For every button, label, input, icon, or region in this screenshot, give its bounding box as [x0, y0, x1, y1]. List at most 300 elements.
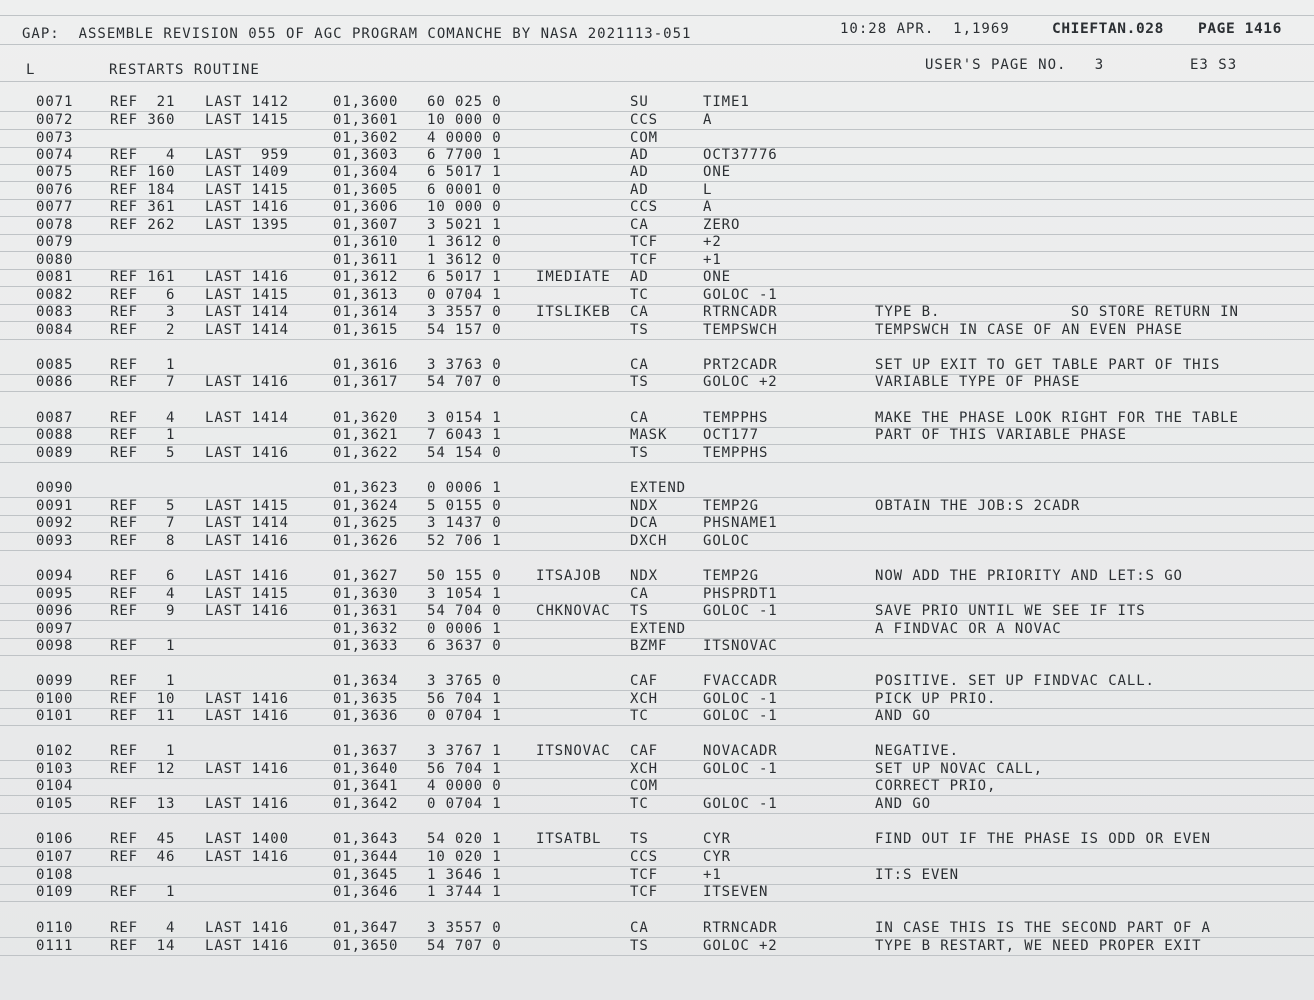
listing-row: [0, 743, 1314, 760]
row-seq: 0084: [36, 322, 74, 338]
row-addr: 01,3641: [333, 778, 399, 794]
listing-row: [0, 130, 1314, 147]
row-ref: REF 7: [110, 515, 176, 531]
row-comment: PICK UP PRIO.: [875, 691, 997, 707]
listing-row: [0, 638, 1314, 655]
row-operand: +2: [703, 234, 722, 250]
row-seq: 0086: [36, 374, 74, 390]
row-last: LAST 1416: [205, 691, 289, 707]
row-label: ITSATBL: [536, 831, 602, 847]
row-seq: 0083: [36, 304, 74, 320]
row-seq: 0104: [36, 778, 74, 794]
row-comment: SET UP NOVAC CALL,: [875, 761, 1043, 777]
row-operand: OCT177: [703, 427, 759, 443]
row-word: 7 6043 1: [427, 427, 502, 443]
row-operand: NOVACADR: [703, 743, 778, 759]
row-seq: 0102: [36, 743, 74, 759]
row-op: DXCH: [630, 533, 668, 549]
row-operand: TEMPSWCH: [703, 322, 778, 338]
listing-row: [0, 322, 1314, 339]
row-label: ITSNOVAC: [536, 743, 611, 759]
row-seq: 0096: [36, 603, 74, 619]
section-title: RESTARTS ROUTINE: [109, 62, 260, 78]
row-addr: 01,3600: [333, 94, 399, 110]
row-addr: 01,3647: [333, 920, 399, 936]
listing-row: [0, 586, 1314, 603]
row-comment: IT:S EVEN: [875, 867, 959, 883]
row-op: NDX: [630, 568, 658, 584]
row-op: TS: [630, 831, 649, 847]
row-seq: 0079: [36, 234, 74, 250]
row-word: 6 7700 1: [427, 147, 502, 163]
row-ref: REF 361: [110, 199, 176, 215]
listing-row: [0, 287, 1314, 304]
listing-row: [0, 831, 1314, 848]
listing-row: [0, 112, 1314, 129]
row-last: LAST 1416: [205, 603, 289, 619]
row-op: AD: [630, 269, 649, 285]
row-ref: REF 4: [110, 410, 176, 426]
listing-row: [0, 304, 1314, 321]
row-operand: ITSNOVAC: [703, 638, 778, 654]
job-name: CHIEFTAN.028: [1052, 21, 1164, 37]
row-last: LAST 1414: [205, 515, 289, 531]
print-time-date: 10:28 APR. 1,1969: [840, 21, 1010, 37]
row-word: 10 000 0: [427, 199, 502, 215]
row-op: CA: [630, 217, 649, 233]
row-word: 0 0006 1: [427, 621, 502, 637]
listing-row: [0, 867, 1314, 884]
listing-row: [0, 938, 1314, 955]
row-word: 5 0155 0: [427, 498, 502, 514]
row-operand: A: [703, 112, 713, 128]
row-word: 54 020 1: [427, 831, 502, 847]
row-operand: OCT37776: [703, 147, 778, 163]
row-word: 1 3612 0: [427, 252, 502, 268]
row-last: LAST 1416: [205, 533, 289, 549]
row-word: 0 0006 1: [427, 480, 502, 496]
row-comment: IN CASE THIS IS THE SECOND PART OF A: [875, 920, 1211, 936]
row-addr: 01,3612: [333, 269, 399, 285]
row-seq: 0092: [36, 515, 74, 531]
listing-row: [0, 357, 1314, 374]
listing-row: [0, 884, 1314, 901]
row-addr: 01,3621: [333, 427, 399, 443]
row-word: 6 5017 1: [427, 164, 502, 180]
listing-row: [0, 603, 1314, 620]
row-operand: PHSPRDT1: [703, 586, 778, 602]
row-seq: 0088: [36, 427, 74, 443]
row-comment: AND GO: [875, 796, 931, 812]
listing-row: [0, 515, 1314, 532]
row-ref: REF 1: [110, 427, 176, 443]
row-addr: 01,3615: [333, 322, 399, 338]
row-last: LAST 1416: [205, 708, 289, 724]
row-seq: 0081: [36, 269, 74, 285]
row-addr: 01,3620: [333, 410, 399, 426]
listing-row: [0, 498, 1314, 515]
row-op: TS: [630, 938, 649, 954]
listing-tag: E3 S3: [1190, 57, 1238, 73]
row-word: 4 0000 0: [427, 130, 502, 146]
row-addr: 01,3645: [333, 867, 399, 883]
row-op: AD: [630, 164, 649, 180]
row-last: LAST 1409: [205, 164, 289, 180]
row-last: LAST 1416: [205, 938, 289, 954]
row-operand: TIME1: [703, 94, 750, 110]
row-ref: REF 21: [110, 94, 176, 110]
row-addr: 01,3607: [333, 217, 399, 233]
row-addr: 01,3637: [333, 743, 399, 759]
row-addr: 01,3640: [333, 761, 399, 777]
row-op: CA: [630, 304, 649, 320]
row-operand: PRT2CADR: [703, 357, 778, 373]
row-op: AD: [630, 182, 649, 198]
row-last: LAST 1414: [205, 322, 289, 338]
row-op: EXTEND: [630, 480, 686, 496]
row-seq: 0077: [36, 199, 74, 215]
row-op: CCS: [630, 199, 658, 215]
row-operand: GOLOC +2: [703, 374, 778, 390]
row-operand: ZERO: [703, 217, 741, 233]
row-comment: A FINDVAC OR A NOVAC: [875, 621, 1062, 637]
row-op: DCA: [630, 515, 658, 531]
listing-row: [0, 796, 1314, 813]
row-seq: 0080: [36, 252, 74, 268]
row-op: AD: [630, 147, 649, 163]
row-ref: REF 12: [110, 761, 176, 777]
row-ref: REF 4: [110, 147, 176, 163]
row-addr: 01,3625: [333, 515, 399, 531]
row-addr: 01,3613: [333, 287, 399, 303]
row-word: 52 706 1: [427, 533, 502, 549]
row-last: LAST 959: [205, 147, 289, 163]
row-last: LAST 1395: [205, 217, 289, 233]
paper-rule: [0, 901, 1314, 902]
row-seq: 0105: [36, 796, 74, 812]
row-op: CCS: [630, 849, 658, 865]
row-word: 3 3767 1: [427, 743, 502, 759]
row-addr: 01,3643: [333, 831, 399, 847]
row-word: 54 157 0: [427, 322, 502, 338]
row-comment: TEMPSWCH IN CASE OF AN EVEN PHASE: [875, 322, 1183, 338]
row-ref: REF 5: [110, 498, 176, 514]
row-ref: REF 1: [110, 743, 176, 759]
row-seq: 0108: [36, 867, 74, 883]
row-ref: REF 184: [110, 182, 176, 198]
row-comment: MAKE THE PHASE LOOK RIGHT FOR THE TABLE: [875, 410, 1239, 426]
row-op: SU: [630, 94, 649, 110]
row-last: LAST 1412: [205, 94, 289, 110]
row-seq: 0091: [36, 498, 74, 514]
row-operand: GOLOC -1: [703, 708, 778, 724]
row-operand: GOLOC -1: [703, 796, 778, 812]
row-operand: ONE: [703, 164, 731, 180]
row-addr: 01,3602: [333, 130, 399, 146]
row-ref: REF 5: [110, 445, 176, 461]
listing-row: [0, 427, 1314, 444]
row-operand: A: [703, 199, 713, 215]
row-seq: 0075: [36, 164, 74, 180]
row-comment: NEGATIVE.: [875, 743, 959, 759]
row-ref: REF 262: [110, 217, 176, 233]
listing-row: [0, 480, 1314, 497]
row-seq: 0107: [36, 849, 74, 865]
row-op: TS: [630, 322, 649, 338]
row-addr: 01,3634: [333, 673, 399, 689]
row-word: 54 154 0: [427, 445, 502, 461]
row-last: LAST 1415: [205, 112, 289, 128]
row-addr: 01,3631: [333, 603, 399, 619]
row-addr: 01,3624: [333, 498, 399, 514]
row-seq: 0109: [36, 884, 74, 900]
row-word: 60 025 0: [427, 94, 502, 110]
paper-rule: [0, 725, 1314, 726]
listing-row: [0, 410, 1314, 427]
row-word: 0 0704 1: [427, 287, 502, 303]
row-label: IMEDIATE: [536, 269, 611, 285]
row-word: 3 3763 0: [427, 357, 502, 373]
row-op: TCF: [630, 252, 658, 268]
listing-row: [0, 708, 1314, 725]
row-seq: 0103: [36, 761, 74, 777]
paper-rule: [0, 550, 1314, 551]
row-comment: TYPE B RESTART, WE NEED PROPER EXIT: [875, 938, 1202, 954]
row-word: 1 3612 0: [427, 234, 502, 250]
row-ref: REF 6: [110, 568, 176, 584]
row-ref: REF 7: [110, 374, 176, 390]
program-title-line: GAP: ASSEMBLE REVISION 055 OF AGC PROGRAM COMANCHE BY NASA 2021113-051: [22, 26, 692, 42]
row-seq: 0087: [36, 410, 74, 426]
row-addr: 01,3611: [333, 252, 399, 268]
row-ref: REF 1: [110, 673, 176, 689]
row-last: LAST 1415: [205, 182, 289, 198]
row-operand: ITSEVEN: [703, 884, 769, 900]
row-op: CAF: [630, 673, 658, 689]
row-addr: 01,3605: [333, 182, 399, 198]
row-op: NDX: [630, 498, 658, 514]
row-ref: REF 6: [110, 287, 176, 303]
row-comment: OBTAIN THE JOB:S 2CADR: [875, 498, 1081, 514]
listing-row: [0, 533, 1314, 550]
row-last: LAST 1416: [205, 568, 289, 584]
row-word: 1 3646 1: [427, 867, 502, 883]
row-word: 1 3744 1: [427, 884, 502, 900]
row-ref: REF 11: [110, 708, 176, 724]
row-addr: 01,3617: [333, 374, 399, 390]
row-operand: L: [703, 182, 713, 198]
row-last: LAST 1416: [205, 374, 289, 390]
row-ref: REF 4: [110, 586, 176, 602]
paper-rule: [0, 44, 1314, 45]
row-word: 3 3557 0: [427, 920, 502, 936]
listing-row: [0, 147, 1314, 164]
listing-row: [0, 778, 1314, 795]
row-seq: 0076: [36, 182, 74, 198]
listing-row: [0, 849, 1314, 866]
row-seq: 0078: [36, 217, 74, 233]
listing-row: [0, 673, 1314, 690]
listing-row: [0, 164, 1314, 181]
row-word: 3 1054 1: [427, 586, 502, 602]
paper-rule: [0, 955, 1314, 956]
row-addr: 01,3610: [333, 234, 399, 250]
users-page-number: USER'S PAGE NO. 3: [925, 57, 1105, 73]
row-op: CA: [630, 357, 649, 373]
row-operand: GOLOC -1: [703, 603, 778, 619]
paper-rule: [0, 391, 1314, 392]
row-op: TS: [630, 374, 649, 390]
row-operand: CYR: [703, 831, 731, 847]
row-word: 56 704 1: [427, 691, 502, 707]
row-label: ITSAJOB: [536, 568, 602, 584]
row-seq: 0100: [36, 691, 74, 707]
row-op: TCF: [630, 867, 658, 883]
row-op: TCF: [630, 234, 658, 250]
row-addr: 01,3616: [333, 357, 399, 373]
row-seq: 0110: [36, 920, 74, 936]
listing-row: [0, 621, 1314, 638]
row-seq: 0073: [36, 130, 74, 146]
row-comment: CORRECT PRIO,: [875, 778, 997, 794]
row-word: 54 707 0: [427, 938, 502, 954]
row-seq: 0101: [36, 708, 74, 724]
row-addr: 01,3614: [333, 304, 399, 320]
row-last: LAST 1416: [205, 920, 289, 936]
paper-rule: [0, 813, 1314, 814]
row-last: LAST 1416: [205, 269, 289, 285]
row-addr: 01,3627: [333, 568, 399, 584]
paper-rule: [0, 462, 1314, 463]
listing-row: [0, 568, 1314, 585]
row-operand: RTRNCADR: [703, 304, 778, 320]
row-op: TC: [630, 287, 649, 303]
row-last: LAST 1416: [205, 199, 289, 215]
row-word: 3 3557 0: [427, 304, 502, 320]
row-seq: 0097: [36, 621, 74, 637]
row-op: MASK: [630, 427, 668, 443]
row-seq: 0089: [36, 445, 74, 461]
row-word: 4 0000 0: [427, 778, 502, 794]
row-op: EXTEND: [630, 621, 686, 637]
row-last: LAST 1415: [205, 287, 289, 303]
row-op: XCH: [630, 691, 658, 707]
paper-rule: [0, 15, 1314, 16]
row-ref: REF 4: [110, 920, 176, 936]
row-seq: 0071: [36, 94, 74, 110]
page-number: PAGE 1416: [1198, 21, 1282, 37]
row-word: 6 0001 0: [427, 182, 502, 198]
row-addr: 01,3646: [333, 884, 399, 900]
row-addr: 01,3622: [333, 445, 399, 461]
row-word: 3 3765 0: [427, 673, 502, 689]
row-ref: REF 160: [110, 164, 176, 180]
row-operand: TEMPPHS: [703, 445, 769, 461]
row-operand: GOLOC: [703, 533, 750, 549]
listing-row: [0, 445, 1314, 462]
row-ref: REF 9: [110, 603, 176, 619]
row-label: ITSLIKEB: [536, 304, 611, 320]
row-operand: FVACCADR: [703, 673, 778, 689]
listing-row: [0, 217, 1314, 234]
row-ref: REF 45: [110, 831, 176, 847]
row-ref: REF 360: [110, 112, 176, 128]
paper-rule: [0, 81, 1314, 82]
row-addr: 01,3623: [333, 480, 399, 496]
row-operand: PHSNAME1: [703, 515, 778, 531]
row-word: 3 1437 0: [427, 515, 502, 531]
row-addr: 01,3626: [333, 533, 399, 549]
row-addr: 01,3630: [333, 586, 399, 602]
row-seq: 0111: [36, 938, 74, 954]
section-mark: L: [26, 62, 36, 78]
row-word: 6 5017 1: [427, 269, 502, 285]
row-operand: GOLOC -1: [703, 691, 778, 707]
row-comment: VARIABLE TYPE OF PHASE: [875, 374, 1081, 390]
row-operand: +1: [703, 252, 722, 268]
row-seq: 0099: [36, 673, 74, 689]
row-operand: GOLOC -1: [703, 287, 778, 303]
row-ref: REF 46: [110, 849, 176, 865]
listing-row: [0, 234, 1314, 251]
row-op: CAF: [630, 743, 658, 759]
row-operand: CYR: [703, 849, 731, 865]
row-addr: 01,3650: [333, 938, 399, 954]
listing-row: [0, 374, 1314, 391]
row-word: 50 155 0: [427, 568, 502, 584]
row-comment: SAVE PRIO UNTIL WE SEE IF ITS: [875, 603, 1146, 619]
row-comment: NOW ADD THE PRIORITY AND LET:S GO: [875, 568, 1183, 584]
row-seq: 0090: [36, 480, 74, 496]
row-addr: 01,3635: [333, 691, 399, 707]
row-comment: POSITIVE. SET UP FINDVAC CALL.: [875, 673, 1155, 689]
listing-row: [0, 691, 1314, 708]
row-ref: REF 1: [110, 357, 176, 373]
row-addr: 01,3603: [333, 147, 399, 163]
listing-row: [0, 269, 1314, 286]
row-last: LAST 1414: [205, 410, 289, 426]
row-comment: SET UP EXIT TO GET TABLE PART OF THIS: [875, 357, 1221, 373]
row-addr: 01,3632: [333, 621, 399, 637]
row-op: COM: [630, 130, 658, 146]
row-ref: REF 3: [110, 304, 176, 320]
row-op: CCS: [630, 112, 658, 128]
row-seq: 0098: [36, 638, 74, 654]
row-word: 0 0704 1: [427, 708, 502, 724]
row-ref: REF 2: [110, 322, 176, 338]
row-ref: REF 13: [110, 796, 176, 812]
row-comment: PART OF THIS VARIABLE PHASE: [875, 427, 1127, 443]
listing-row: [0, 94, 1314, 111]
row-seq: 0085: [36, 357, 74, 373]
row-op: TCF: [630, 884, 658, 900]
row-last: LAST 1414: [205, 304, 289, 320]
row-op: TS: [630, 445, 649, 461]
listing-row: [0, 182, 1314, 199]
row-comment: TYPE B. SO STORE RETURN IN: [875, 304, 1239, 320]
row-op: TC: [630, 708, 649, 724]
listing-row: [0, 920, 1314, 937]
row-op: TS: [630, 603, 649, 619]
row-last: LAST 1416: [205, 796, 289, 812]
paper-rule: [0, 655, 1314, 656]
row-op: CA: [630, 586, 649, 602]
row-last: LAST 1415: [205, 498, 289, 514]
row-operand: TEMP2G: [703, 498, 759, 514]
row-operand: ONE: [703, 269, 731, 285]
row-operand: TEMP2G: [703, 568, 759, 584]
row-ref: REF 1: [110, 884, 176, 900]
